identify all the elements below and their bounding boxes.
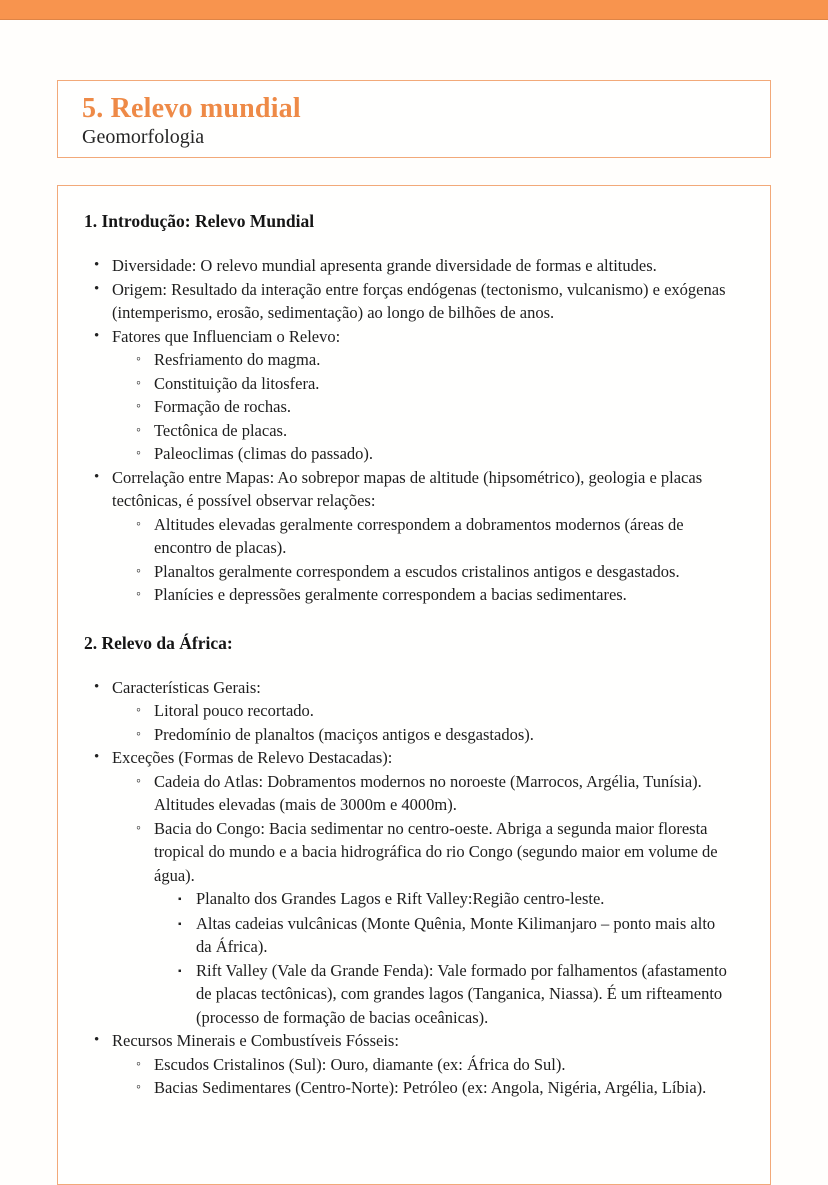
bullet-disc-icon: • bbox=[94, 468, 100, 485]
list-item bbox=[94, 254, 732, 278]
bullet-circle-icon: ◦ bbox=[136, 773, 141, 789]
list-item bbox=[136, 348, 732, 372]
section-heading: 1. Introdução: Relevo Mundial bbox=[84, 211, 315, 231]
bullet-disc-icon: • bbox=[94, 678, 100, 695]
list-item-text: Características Gerais: bbox=[112, 677, 261, 697]
list-item-text: Planaltos geralmente correspondem a escudos cristalinos antigos e desgastados. bbox=[154, 561, 680, 581]
bullet-disc-icon: • bbox=[94, 1032, 100, 1048]
title-card bbox=[57, 80, 771, 158]
list-item bbox=[136, 372, 732, 396]
list-item bbox=[136, 419, 732, 443]
list-item-text: Constituição da litosfera. bbox=[154, 373, 320, 393]
list-item-text: Resfriamento do magma. bbox=[154, 350, 321, 369]
bullet-circle-icon: ◦ bbox=[136, 1080, 141, 1095]
list-item bbox=[136, 583, 732, 607]
bullet-circle-icon: ◦ bbox=[136, 587, 141, 602]
sections-container bbox=[84, 211, 732, 1100]
section-heading: 2. Relevo da África: bbox=[84, 632, 233, 653]
bullet-circle-icon: ◦ bbox=[136, 820, 141, 836]
bullet-disc-icon: • bbox=[94, 280, 100, 297]
bullet-square-icon: ▪ bbox=[178, 918, 182, 930]
list-item-text: Bacia do Congo: Bacia sedimentar no centro-oeste. Abriga a segunda maior floresta tropical do mundo e a bacia hidrográfica do rio Congo (segundo maior em volume de água). bbox=[154, 818, 718, 885]
content-card bbox=[57, 185, 771, 1185]
list-item-text: Litoral pouco recortado. bbox=[154, 701, 314, 720]
page-subtitle: Geomorfologia bbox=[82, 126, 205, 149]
list-item-text: Altas cadeias vulcânicas (Monte Quênia, Monte Kilimanjaro – ponto mais alto da África). bbox=[196, 913, 716, 956]
list-item bbox=[94, 466, 732, 513]
bullet-circle-icon: ◦ bbox=[136, 446, 141, 461]
list-item-text: Paleoclimas (climas do passado). bbox=[154, 444, 374, 463]
bullet-circle-icon: ◦ bbox=[136, 352, 141, 367]
list-item bbox=[136, 723, 732, 747]
bullet-disc-icon: • bbox=[94, 257, 100, 273]
list-item-text: Recursos Minerais e Combustíveis Fósseis: bbox=[112, 1031, 399, 1050]
section bbox=[84, 211, 732, 607]
list-item bbox=[136, 1076, 732, 1100]
list-item bbox=[136, 395, 732, 419]
page-title: 5. Relevo mundial bbox=[82, 93, 301, 124]
list-item bbox=[136, 560, 732, 584]
list-item-text: Planícies e depressões geralmente correspondem a bacias sedimentares. bbox=[154, 585, 627, 604]
list-item-text: Altitudes elevadas geralmente correspondem a dobramentos modernos (áreas de encontro de placas). bbox=[154, 514, 684, 557]
list-item bbox=[94, 676, 732, 700]
bullet-disc-icon: • bbox=[94, 327, 100, 344]
list-item-text: Bacias Sedimentares (Centro-Norte): Petróleo (ex: Angola, Nigéria, Argélia, Líbia). bbox=[154, 1078, 707, 1097]
bullet-circle-icon: ◦ bbox=[136, 399, 141, 414]
list-item bbox=[136, 513, 732, 560]
list-item bbox=[136, 1053, 732, 1077]
list-item-text: Cadeia do Atlas: Dobramentos modernos no noroeste (Marrocos, Argélia, Tunísia). Altitudes elevadas (mais de 3000m e 4000m). bbox=[154, 771, 702, 814]
bullet-circle-icon: ◦ bbox=[136, 422, 141, 438]
list-item-text: Escudos Cristalinos (Sul): Ouro, diamante (ex: África do Sul). bbox=[154, 1054, 566, 1074]
bullet-circle-icon: ◦ bbox=[136, 726, 141, 742]
list-item bbox=[178, 887, 732, 912]
list-item bbox=[94, 325, 732, 349]
bullet-square-icon: ▪ bbox=[178, 965, 182, 977]
bullet-circle-icon: ◦ bbox=[136, 1056, 141, 1072]
section bbox=[84, 633, 732, 1100]
list-item bbox=[94, 278, 732, 325]
bullet-circle-icon: ◦ bbox=[136, 375, 141, 391]
list-item bbox=[136, 770, 732, 817]
list-item-text: Planalto dos Grandes Lagos e Rift Valley:Região centro-leste. bbox=[196, 889, 605, 908]
list-item-text: Tectônica de placas. bbox=[154, 420, 288, 440]
list-item-text: Predomínio de planaltos (maciços antigos e desgastados). bbox=[154, 724, 534, 744]
list-item bbox=[94, 1029, 732, 1053]
list-item-text: Exceções (Formas de Relevo Destacadas): bbox=[112, 748, 393, 767]
list-item bbox=[178, 912, 732, 959]
top-accent-bar bbox=[0, 0, 828, 20]
list-item bbox=[136, 699, 732, 723]
bullet-disc-icon: • bbox=[94, 749, 100, 765]
list-item-text: Correlação entre Mapas: Ao sobrepor mapas de altitude (hipsométrico), geologia e placas tectônicas, é possível observar relações: bbox=[112, 467, 703, 510]
list-item-text: Rift Valley (Vale da Grande Fenda): Vale formado por falhamentos (afastamento de placas tectônicas), com grandes lagos (Tanganica, Niassa). É um rifteamento (processo de formação de bacias oceânicas). bbox=[196, 960, 727, 1027]
bullet-circle-icon: ◦ bbox=[136, 703, 141, 718]
bullet-square-icon: ▪ bbox=[178, 894, 182, 905]
list-item-text: Fatores que Influenciam o Relevo: bbox=[112, 326, 341, 346]
bullet-circle-icon: ◦ bbox=[136, 563, 141, 579]
list-item bbox=[178, 959, 732, 1030]
list-item bbox=[94, 746, 732, 770]
list-item bbox=[136, 817, 732, 888]
bullet-circle-icon: ◦ bbox=[136, 516, 141, 532]
list-item-text: Origem: Resultado da interação entre forças endógenas (tectonismo, vulcanismo) e exógenas (intemperismo, erosão, sedimentação) ao longo de bilhões de anos. bbox=[112, 279, 726, 322]
list-item-text: Diversidade: O relevo mundial apresenta grande diversidade de formas e altitudes. bbox=[112, 256, 657, 275]
list-item bbox=[136, 442, 732, 466]
list-item-text: Formação de rochas. bbox=[154, 397, 291, 416]
